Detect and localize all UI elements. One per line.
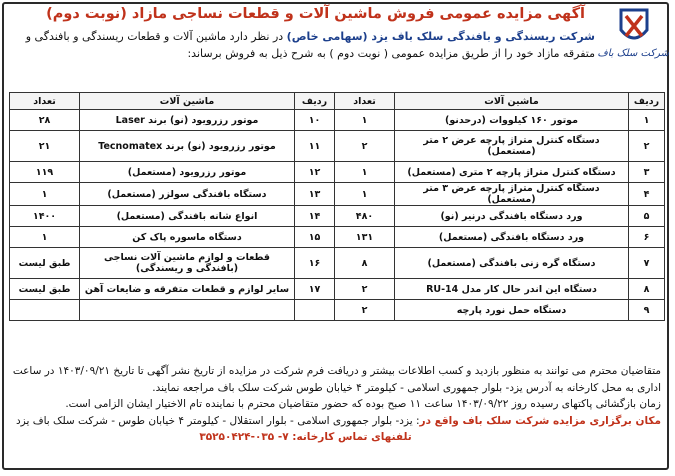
footer-visit-line-2: اداری به محل کارخانه به آدرس یزد- بلوار جمهوری اسلامی - کیلومتر ۴ خیابان طوس شرکت سلک باف مراجعه نمایند. [152,381,661,394]
machine-name: قطعات و لوازم ماشین آلات نساجی (بافندگی و ریسندگی) [80,248,295,279]
row-number [295,300,335,321]
machine-count: ۱ [335,110,395,131]
row-number: ۱۷ [295,279,335,300]
intro-line-1 [10,28,595,45]
machine-name: ورد دستگاه بافندگی (مستعمل) [395,227,629,248]
machine-name: دستگاه کنترل متراژ پارچه ۲ متری (مستعمل) [395,162,629,183]
row-number: ۱۴ [295,206,335,227]
table-row [10,227,665,248]
machine-name: موتور رزرویود (نو) برند Laser [80,110,295,131]
machine-name [80,300,295,321]
row-number: ۱۱ [295,131,335,162]
row-number: ۸ [629,279,665,300]
col-header-count: تعداد [10,93,80,110]
row-number: ۱۶ [295,248,335,279]
row-number: ۱۲ [295,162,335,183]
machine-name: انواع شانه بافندگی (مستعمل) [80,206,295,227]
machine-name: دستگاه کنترل متراژ پارچه عرض ۳ متر (مستعمل) [395,183,629,206]
machine-count: ۱ [335,183,395,206]
machine-name: ورد دستگاه بافندگی درنیر (نو) [395,206,629,227]
machine-name: دستگاه این اندر حال کار مدل RU-14 [395,279,629,300]
machine-count: ۲ [335,131,395,162]
machine-name: دستگاه گره زنی بافندگی (مستعمل) [395,248,629,279]
row-number: ۱۰ [295,110,335,131]
machine-count: ۱ [10,183,80,206]
location-address: : یزد- بلوار جمهوری اسلامی - بلوار استقلال - کیلومتر ۴ خیابان طوس - شرکت سلک باف یزد [15,414,420,427]
table-row [10,183,665,206]
machine-name: موتور ۱۶۰ کیلووات (درحدنو) [395,110,629,131]
col-header-row: ردیف [295,93,335,110]
machine-count: ۱۳۱ [335,227,395,248]
machine-name: دستگاه ماسوره پاک کن [80,227,295,248]
machine-count: ۸ [335,248,395,279]
machine-count: طبق لیست [10,248,80,279]
machine-count: ۲۱ [10,131,80,162]
logo-emblem-icon [617,6,651,46]
machine-count: ۱ [335,162,395,183]
machine-count: ۱۴۰۰ [10,206,80,227]
machine-count: طبق لیست [10,279,80,300]
row-number: ۷ [629,248,665,279]
table-row [10,206,665,227]
row-number: ۳ [629,162,665,183]
col-header-count: تعداد [335,93,395,110]
row-number: ۱۵ [295,227,335,248]
machine-count: ۲ [335,300,395,321]
footer-opening-time: زمان بازگشائی پاکتهای رسیده روز ۱۴۰۳/۰۹/۲۲ ساعت ۱۱ صبح بوده که حضور متقاضیان محترم با نماینده تام الاختیار ایشان الزامی است. [65,398,661,410]
intro-rest: در نظر دارد ماشین آلات و قطعات ریسندگی و بافندگی و [25,30,287,43]
footer-visit-line-1: متقاضیان محترم می توانند به منظور بازدید و کسب اطلاعات بیشتر و دریافت فرم شرکت در مزایده از تاریخ نشر آگهی تا تاریخ ۱۴۰۳/۰۹/۲۱ در ساعت [12,365,661,377]
machine-name: دستگاه کنترل متراژ پارچه عرض ۲ متر (مستعمل) [395,131,629,162]
row-number: ۱۳ [295,183,335,206]
table-row [10,162,665,183]
footer-text [10,363,661,446]
machine-count [10,300,80,321]
row-number: ۲ [629,131,665,162]
row-number: ۹ [629,300,665,321]
footer-location [10,413,661,430]
row-number: ۴ [629,183,665,206]
items-table [9,92,665,321]
intro-text [10,28,595,62]
machine-count: ۲ [335,279,395,300]
company-name: شرکت ریسندگی و بافندگی سلک باف یزد (سهامی خاص) [286,30,595,43]
contact-phone: تلفنهای تماس کارخانه: ۷- ۰۳۵-۳۵۲۵۰۴۲۴ [199,431,412,443]
table-header-row [10,93,665,110]
machine-count: ۱۱۹ [10,162,80,183]
machine-name: سایر لوازم و قطعات متفرقه و ضایعات آهن [80,279,295,300]
machine-name: موتور رزرویود (نو) برند Tecnomatex [80,131,295,162]
ad-title: آگهی مزایده عمومی فروش ماشین آلات و قطعات نساجی مازاد (نوبت دوم) [46,6,585,22]
location-label: مکان برگزاری مزایده شرکت سلک باف واقع در [419,414,661,427]
row-number: ۵ [629,206,665,227]
table-row [10,131,665,162]
company-logo [599,6,669,86]
machine-count: ۲۸ [10,110,80,131]
col-header-machine: ماشین آلات [395,93,629,110]
machine-count: ۴۸۰ [335,206,395,227]
table-row [10,248,665,279]
table-row [10,300,665,321]
logo-signature: شرکت سلک باف [597,48,669,59]
intro-line-2: متفرقه مازاد خود را از طریق مزایده عمومی ( نوبت دوم ) به شرح ذیل به فروش برساند: [187,47,595,60]
table-row [10,110,665,131]
row-number: ۱ [629,110,665,131]
machine-name: موتور رزرویود (مستعمل) [80,162,295,183]
machine-name: دستگاه بافندگی سولزر (مستعمل) [80,183,295,206]
col-header-row: ردیف [629,93,665,110]
col-header-machine: ماشین آلات [80,93,295,110]
row-number: ۶ [629,227,665,248]
machine-count: ۱ [10,227,80,248]
machine-name: دستگاه حمل نورد پارچه [395,300,629,321]
table-row [10,279,665,300]
